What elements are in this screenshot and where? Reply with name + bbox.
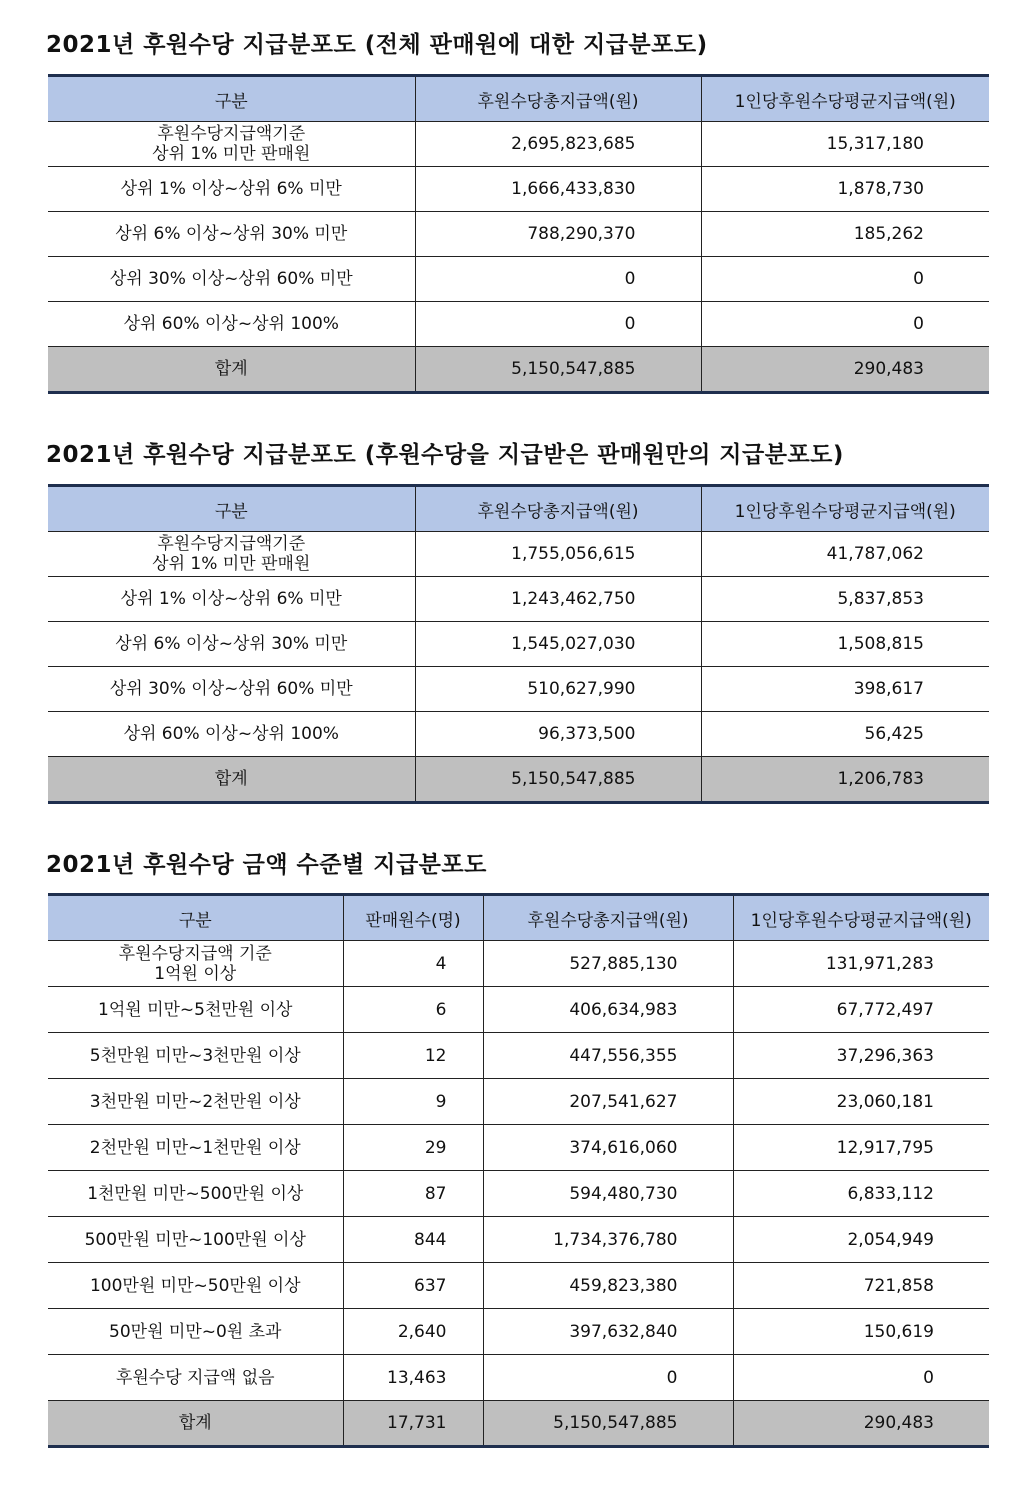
total-average: 290,483 [701,347,989,393]
table-row [48,622,989,667]
row-total: 0 [483,1355,733,1401]
header-total: 후원수당총지급액(원) [483,895,733,941]
row-average: 0 [701,257,989,302]
row-total: 0 [415,257,701,302]
row-label: 50만원 미만~0원 초과 [48,1309,343,1355]
row-label: 상위 6% 이상~상위 30% 미만 [48,622,415,667]
row-total: 207,541,627 [483,1079,733,1125]
row-label-line1: 후원수당지급액기준 [157,534,306,554]
row-label-line1: 후원수당지급액기준 [157,124,306,144]
table-row [48,532,989,577]
row-average: 5,837,853 [701,577,989,622]
row-total: 0 [415,302,701,347]
row-average: 0 [701,302,989,347]
header-average: 1인당후원수당평균지급액(원) [701,486,989,532]
table-amount-levels [48,893,989,1448]
header-category: 구분 [48,486,415,532]
row-average: 37,296,363 [733,1033,989,1079]
row-average: 12,917,795 [733,1125,989,1171]
row-label: 1천만원 미만~500만원 이상 [48,1171,343,1217]
row-total: 1,666,433,830 [415,167,701,212]
row-total: 1,755,056,615 [415,532,701,577]
total-row [48,347,989,393]
header-count: 판매원수(명) [343,895,483,941]
row-count: 6 [343,987,483,1033]
row-label: 상위 1% 이상~상위 6% 미만 [48,577,415,622]
row-average: 131,971,283 [733,941,989,987]
table-row [48,1079,989,1125]
section-3-title: 2021년 후원수당 금액 수준별 지급분포도 [46,852,487,878]
row-total: 1,243,462,750 [415,577,701,622]
row-label: 100만원 미만~50만원 이상 [48,1263,343,1309]
table-row [48,167,989,212]
row-total: 397,632,840 [483,1309,733,1355]
row-total: 374,616,060 [483,1125,733,1171]
table-row [48,1309,989,1355]
row-total: 788,290,370 [415,212,701,257]
row-total: 2,695,823,685 [415,122,701,167]
row-count: 637 [343,1263,483,1309]
header-category: 구분 [48,76,415,122]
table-row [48,212,989,257]
table-row [48,1355,989,1401]
table-row [48,941,989,987]
row-label: 상위 30% 이상~상위 60% 미만 [48,257,415,302]
row-total: 527,885,130 [483,941,733,987]
row-average: 398,617 [701,667,989,712]
total-average: 1,206,783 [701,757,989,803]
table-row [48,122,989,167]
row-average: 15,317,180 [701,122,989,167]
row-average: 1,878,730 [701,167,989,212]
header-average: 1인당후원수당평균지급액(원) [733,895,989,941]
total-label: 합계 [48,757,415,803]
row-label: 상위 30% 이상~상위 60% 미만 [48,667,415,712]
row-count: 13,463 [343,1355,483,1401]
row-label-line2: 상위 1% 미만 판매원 [152,144,311,164]
table-row [48,577,989,622]
total-amount: 5,150,547,885 [483,1401,733,1447]
table-row [48,1217,989,1263]
table-row [48,987,989,1033]
total-amount: 5,150,547,885 [415,757,701,803]
row-label [48,122,415,167]
row-label-line2: 1억원 이상 [154,963,237,984]
table-row [48,302,989,347]
total-row [48,757,989,803]
header-total: 후원수당총지급액(원) [415,76,701,122]
row-count: 12 [343,1033,483,1079]
row-total: 459,823,380 [483,1263,733,1309]
row-average: 56,425 [701,712,989,757]
row-average: 0 [733,1355,989,1401]
table-row [48,1125,989,1171]
row-average: 67,772,497 [733,987,989,1033]
total-label: 합계 [48,1401,343,1447]
row-average: 1,508,815 [701,622,989,667]
row-label: 상위 1% 이상~상위 6% 미만 [48,167,415,212]
row-total: 1,734,376,780 [483,1217,733,1263]
row-average: 41,787,062 [701,532,989,577]
row-label-line1: 후원수당지급액 기준 [118,943,272,964]
row-label: 상위 60% 이상~상위 100% [48,712,415,757]
row-total: 1,545,027,030 [415,622,701,667]
row-label: 상위 6% 이상~상위 30% 미만 [48,212,415,257]
total-amount: 5,150,547,885 [415,347,701,393]
row-label [48,941,343,987]
header-total: 후원수당총지급액(원) [415,486,701,532]
row-count: 844 [343,1217,483,1263]
row-label: 500만원 미만~100만원 이상 [48,1217,343,1263]
section-2-title: 2021년 후원수당 지급분포도 (후원수당을 지급받은 판매원만의 지급분포도) [46,442,844,468]
row-total: 96,373,500 [415,712,701,757]
row-count: 4 [343,941,483,987]
total-label: 합계 [48,347,415,393]
total-row [48,1401,989,1447]
header-category: 구분 [48,895,343,941]
row-label: 1억원 미만~5천만원 이상 [48,987,343,1033]
row-label [48,532,415,577]
row-label: 3천만원 미만~2천만원 이상 [48,1079,343,1125]
table-all-sellers [48,74,989,394]
row-average: 2,054,949 [733,1217,989,1263]
row-count: 87 [343,1171,483,1217]
total-count: 17,731 [343,1401,483,1447]
table-paid-sellers [48,484,989,804]
table-row [48,1171,989,1217]
row-count: 2,640 [343,1309,483,1355]
row-count: 9 [343,1079,483,1125]
row-average: 150,619 [733,1309,989,1355]
row-average: 6,833,112 [733,1171,989,1217]
row-label: 5천만원 미만~3천만원 이상 [48,1033,343,1079]
row-average: 23,060,181 [733,1079,989,1125]
row-label: 2천만원 미만~1천만원 이상 [48,1125,343,1171]
row-label-line2: 상위 1% 미만 판매원 [152,554,311,574]
table-row [48,1263,989,1309]
row-label: 후원수당 지급액 없음 [48,1355,343,1401]
total-average: 290,483 [733,1401,989,1447]
header-average: 1인당후원수당평균지급액(원) [701,76,989,122]
row-total: 510,627,990 [415,667,701,712]
table-row [48,667,989,712]
row-average: 721,858 [733,1263,989,1309]
row-total: 406,634,983 [483,987,733,1033]
table-row [48,712,989,757]
row-total: 447,556,355 [483,1033,733,1079]
row-label: 상위 60% 이상~상위 100% [48,302,415,347]
row-average: 185,262 [701,212,989,257]
table-row [48,1033,989,1079]
section-1-title: 2021년 후원수당 지급분포도 (전체 판매원에 대한 지급분포도) [46,32,708,58]
row-count: 29 [343,1125,483,1171]
row-total: 594,480,730 [483,1171,733,1217]
table-row [48,257,989,302]
